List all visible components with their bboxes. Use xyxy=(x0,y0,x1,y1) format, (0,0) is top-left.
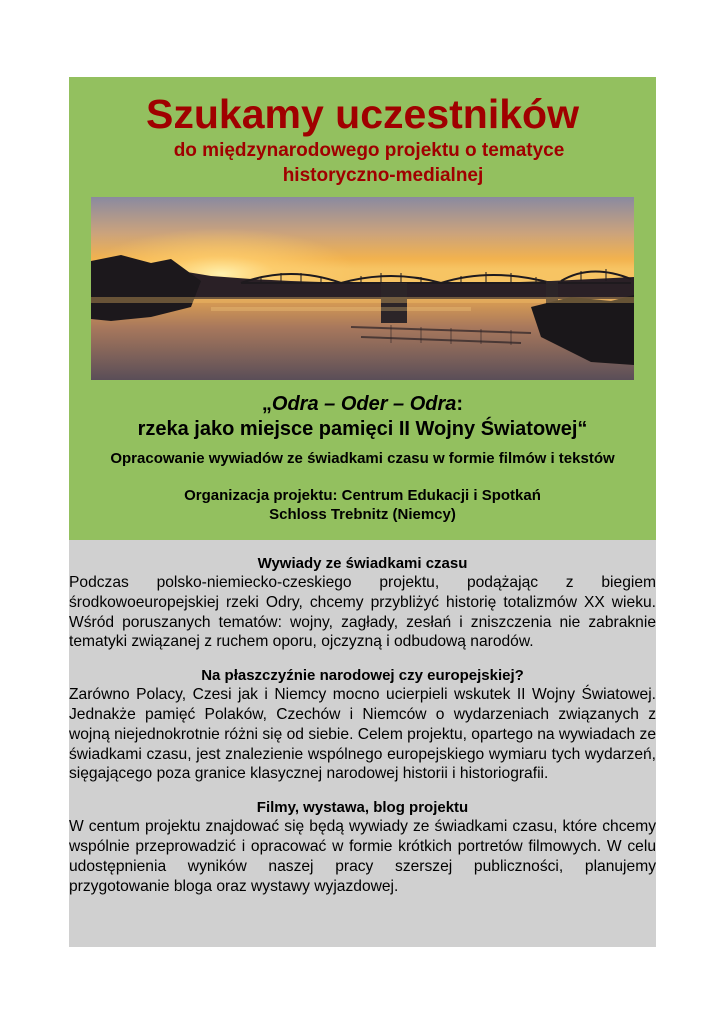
organizer-line-1: Organizacja projektu: Centrum Edukacji i Spotkań xyxy=(184,487,541,504)
organizer xyxy=(69,486,656,524)
project-title-italic: Odra – Oder – Odra xyxy=(271,393,457,415)
section-interviews xyxy=(69,554,656,652)
river-bridge-photo xyxy=(91,197,634,380)
subtitle-line-2: historyczno-medialnej xyxy=(282,165,484,186)
section-body: Podczas polsko-niemiecko-czeskiego projektu, podążając z biegiem środkowoeuropejskiej rzeki Odry, chcemy przybliżyć historię totalizmów XX wieku. Wśród poruszanych tematów: wojny, zagłady, zesłań i zniszczenia nie zabraknie tematyki związanej z ruchem oporu, ojczyzną i odbudową narodów. xyxy=(69,574,656,651)
quote-open: „ xyxy=(261,393,272,415)
section-heading: Wywiady ze świadkami czasu xyxy=(257,555,468,572)
main-title: Szukamy uczestników xyxy=(146,91,579,137)
section-films-exhibition-blog xyxy=(69,798,656,896)
project-title-line-1 xyxy=(69,392,656,417)
section-heading: Na płaszczyźnie narodowej czy europejskiej? xyxy=(201,667,524,685)
project-title xyxy=(69,392,656,442)
flyer xyxy=(69,77,656,947)
subtitle-line-1: do międzynarodowego projektu o tematyce xyxy=(173,140,565,161)
body-panel xyxy=(69,540,656,947)
section-national-or-european xyxy=(69,666,656,784)
organizer-line-2: Schloss Trebnitz (Niemcy) xyxy=(269,506,456,523)
section-heading: Filmy, wystawa, blog projektu xyxy=(256,799,469,817)
header-panel xyxy=(69,77,656,540)
project-title-line-2: rzeka jako miejsce pamięci II Wojny Światowej“ xyxy=(137,418,588,440)
section-body: Zarówno Polacy, Czesi jak i Niemcy mocno ucierpieli wskutek II Wojny Światowej. Jednakże pamięć Polaków, Czechów i Niemców o wydarzeniach związanych z wojną niejednokrotnie różni się od siebie. Celem projektu, opartego na wywiadach ze świadkami czasu, jest znalezienie wspólnego europejskiego wymiaru tych wydarzeń, sięgającego poza granice klasycznej narodowej historii i historiografii. xyxy=(69,686,656,783)
project-description: Opracowanie wywiadów ze świadkami czasu w formie filmów i tekstów xyxy=(110,450,615,467)
section-body: W centum projektu znajdować się będą wywiady ze świadkami czasu, które chcemy wspólnie przeprowadzić i opracować w formie krótkich portretów filmowych. W celu udostępnienia wyników naszej pracy szerszej publiczności, planujemy przygotowanie bloga oraz wystawy wyjazdowej. xyxy=(69,818,656,895)
subtitle xyxy=(109,138,629,188)
project-title-colon: : xyxy=(456,393,464,415)
